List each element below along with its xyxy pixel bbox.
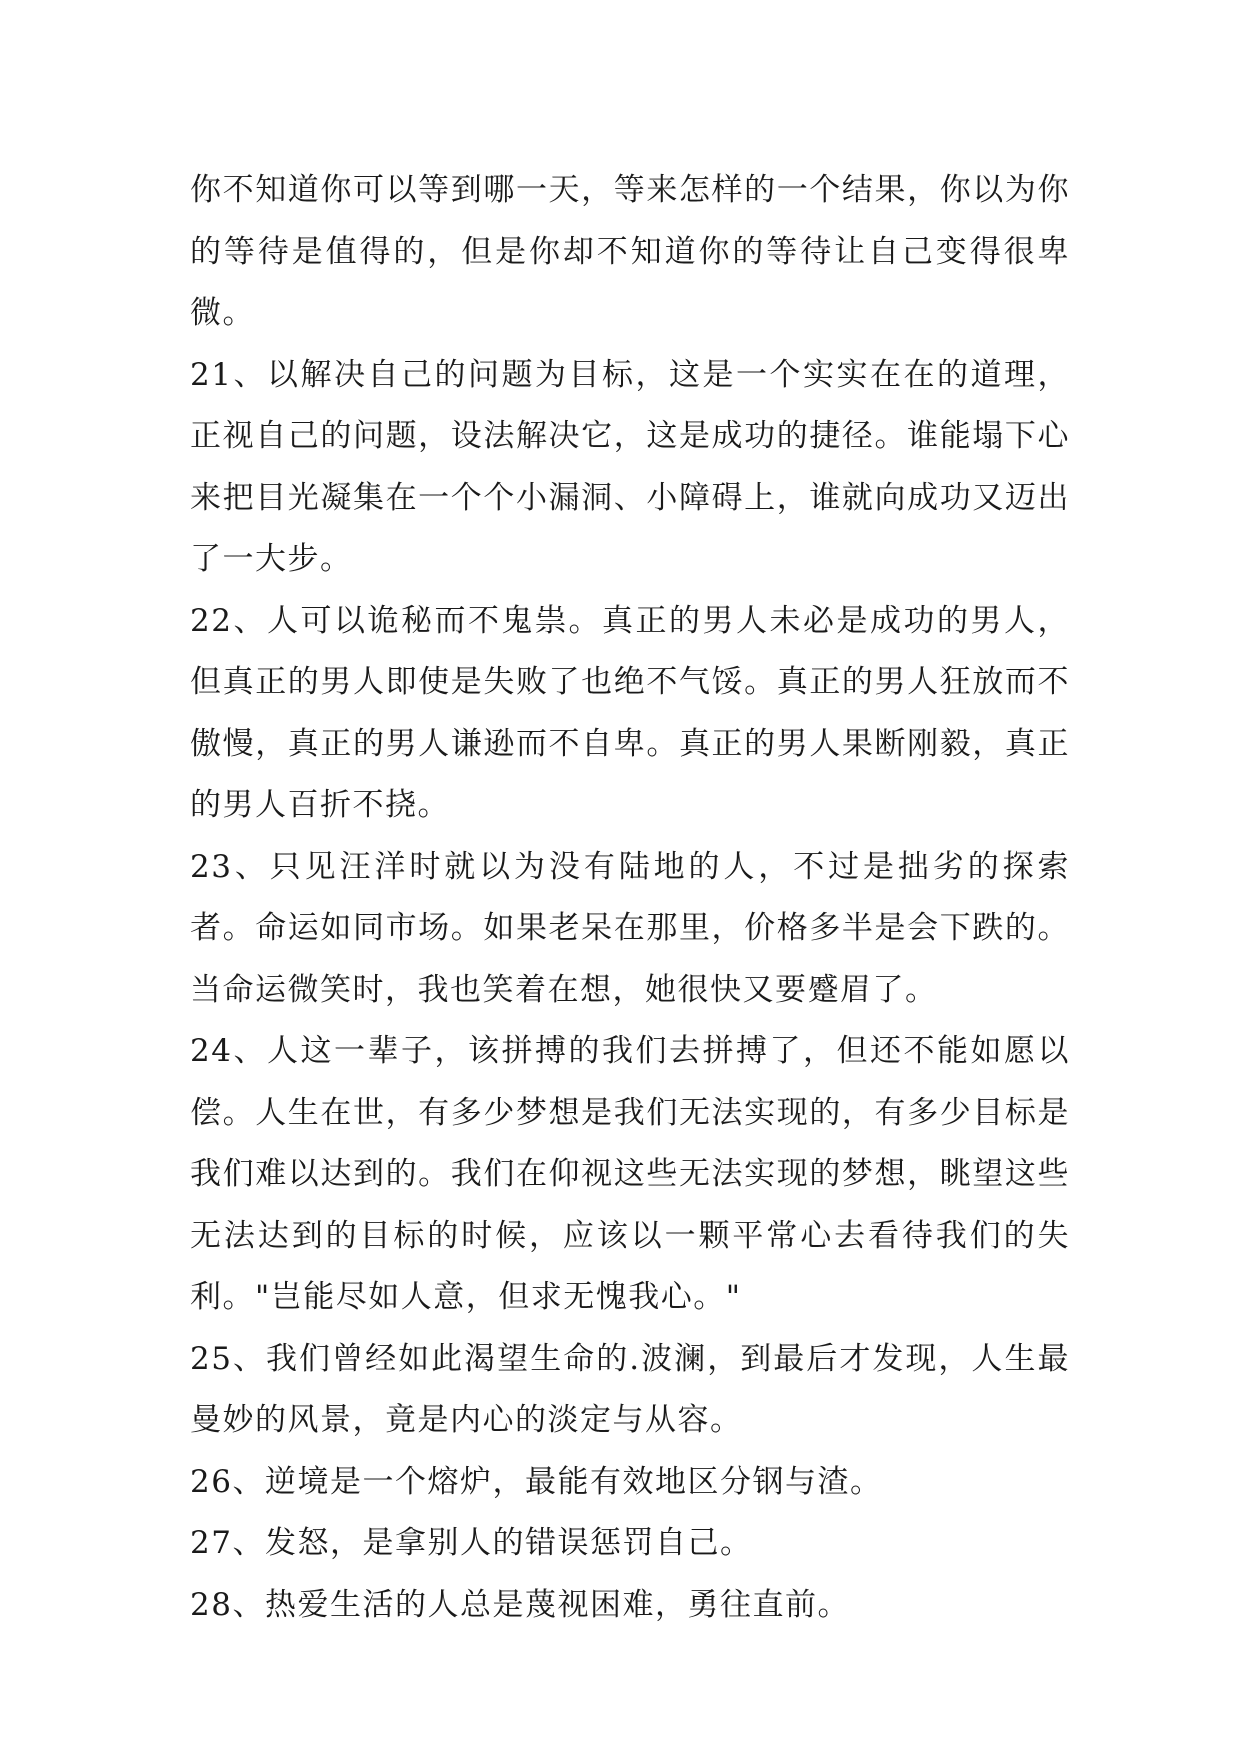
paragraph-25: 25、我们曾经如此渴望生命的.波澜，到最后才发现，人生最曼妙的风景，竟是内心的淡定与从容。 <box>190 1340 1070 1438</box>
paragraph-26: 26、逆境是一个熔炉，最能有效地区分钢与渣。 <box>190 1463 883 1500</box>
paragraph-intro: 你不知道你可以等到哪一天，等来怎样的一个结果，你以为你的等待是值得的，但是你却不知道你的等待让自己变得很卑微。 <box>190 172 1070 331</box>
paragraph-23: 23、只见汪洋时就以为没有陆地的人，不过是拙劣的探索者。命运如同市场。如果老呆在那里，价格多半是会下跌的。当命运微笑时，我也笑着在想，她很快又要蹙眉了。 <box>190 848 1070 1008</box>
document-body <box>190 160 1070 1636</box>
paragraph-21: 21、以解决自己的问题为目标，这是一个实实在在的道理，正视自己的问题，设法解决它，这是成功的捷径。谁能塌下心来把目光凝集在一个个小漏洞、小障碍上，谁就向成功又迈出了一大步。 <box>190 356 1070 577</box>
paragraph-22: 22、人可以诡秘而不鬼祟。真正的男人未必是成功的男人，但真正的男人即使是失败了也绝不气馁。真正的男人狂放而不傲慢，真正的男人谦逊而不自卑。真正的男人果断刚毅，真正的男人百折不挠。 <box>190 602 1070 823</box>
paragraph-24: 24、人这一辈子，该拼搏的我们去拼搏了，但还不能如愿以偿。人生在世，有多少梦想是我们无法实现的，有多少目标是我们难以达到的。我们在仰视这些无法实现的梦想，眺望这些无法达到的目标的时候，应该以一颗平常心去看待我们的失利。"岂能尽如人意，但求无愧我心。" <box>190 1033 1070 1315</box>
paragraph-27: 27、发怒，是拿别人的错误惩罚自己。 <box>190 1525 753 1561</box>
paragraph-28: 28、热爱生活的人总是蔑视困难，勇往直前。 <box>190 1586 850 1623</box>
